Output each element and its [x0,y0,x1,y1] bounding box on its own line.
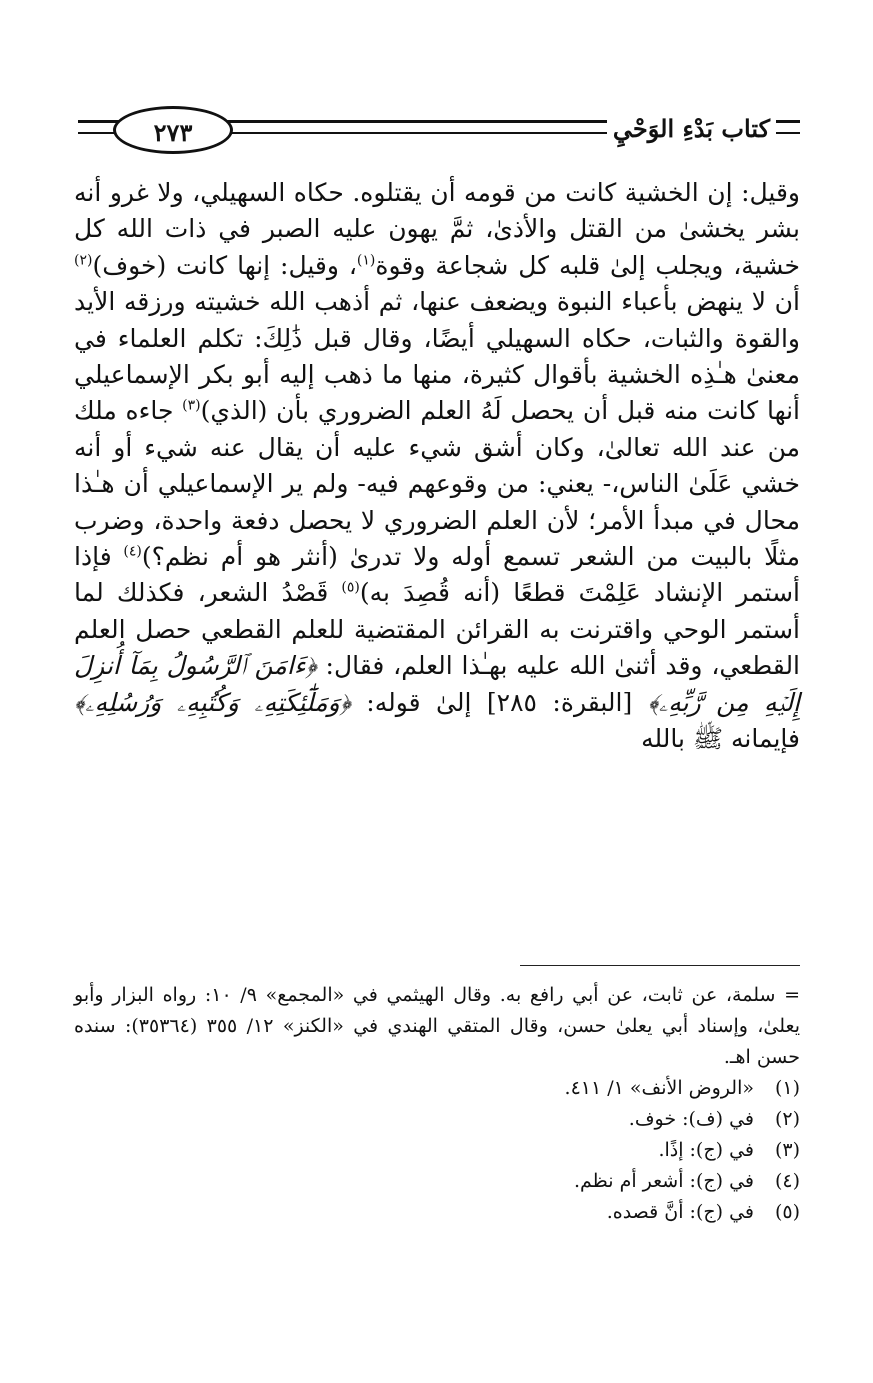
footnote-number: (١) [774,1077,800,1099]
footnote-continuation: = سلمة، عن ثابت، عن أبي رافع به. وقال الهيثمي في «المجمع» ٩/ ١٠: رواه البزار وأبو يعلىٰ، وإسناد أبي يعلىٰ حسن، وقال المتقي الهندي في «الكنز» ١٢/ ٣٥٥ (٣٥٣٦٤): سنده حسن اهـ. [74,984,801,1068]
footnote-text: «الروض الأنف» ١/ ٤١١. [564,1077,754,1099]
footnote-4 [74,1166,800,1197]
page-header [78,100,800,160]
footnotes [74,980,800,1228]
footnote-3 [74,1135,800,1166]
footnote-number: (٥) [774,1201,800,1223]
footnote-text: في (ج): أنَّ قصده. [606,1201,754,1223]
footnote-text: في (ف): خوف. [628,1108,754,1130]
text-run: أن لا ينهض بأعباء النبوة ويضعف عنها، ثم أذهب الله خشيته ورزقه الأيد والقوة والثبات، حكاه السهيلي أيضًا، وقال قبل ذَٰلِكَ: تكلم العلماء في معنىٰ هـٰذِه الخشية بأقوال كثيرة، منها ما ذهب إليه أبو بكر الإسماعيلي أنها كانت منه قبل أن يحصل لَهُ العلم الضروري بأن (الذي) [74,287,800,426]
text-run: وقيل: إن الخشية كانت من قومه أن يقتلوه. حكاه السهيلي، ولا غرو أنه بشر يخشىٰ من القتل والأذىٰ، ثمَّ يهون عليه الصبر في ذات الله كل خشية، ويجلب إلىٰ قلبه كل شجاعة وقوة [74,178,801,280]
quran-verse: ﴿وَمَلَٰٓئِكَتِهِۦ وَكُتُبِهِۦ وَرُسُلِهِۦ﴾ [74,687,351,717]
text-run: [البقرة: ٢٨٥] إلىٰ قوله: [350,687,648,717]
footnote-number: (٢) [774,1108,800,1130]
footnote-number: (٣) [774,1139,800,1161]
footnote-ref-5: (٥) [341,580,360,597]
footnote-ref-2: (٢) [74,252,93,269]
footnote-ref-1: (١) [356,252,376,269]
main-paragraph [74,175,800,758]
text-run: فإذا أستمر الإنشاد عَلِمْتَ قطعًا (أنه قُصِدَ به) [74,542,800,608]
text-run: فإيمانه ﷺ بالله [641,724,800,754]
footnote-2 [74,1104,800,1135]
page-number: ٢٧٣ [113,106,233,154]
quran-verse: ﴿ءَامَنَ ٱلرَّسُولُ بِمَآ أُنزِلَ إِلَيۡهِ مِن رَّبِّهِۦ﴾ [74,651,801,717]
main-text [74,175,800,758]
text-run: جاءه ملك من عند الله تعالىٰ، وكان أشق شيء عليه أن يقال عنه شيء أو أنه خشي عَلَىٰ الناس،- يعني: من وقوعهم فيه- ولم ير الإسماعيلي أن هـٰذا محال في مبدأ الأمر؛ لأن العلم الضروري لا يحصل دفعة واحدة، وضرب مثلًا بالبيت من الشعر تسمع أوله ولا تدرىٰ (أنثر هو أم نظم؟) [74,396,800,572]
footnote-1 [74,1073,800,1104]
footnote-text: في (ج): أشعر أم نظم. [573,1170,754,1192]
text-run: قَصْدُ الشعر، فكذلك لما أستمر الوحي واقترنت به القرائن المقتضية للعلم القطعي حصل العلم القطعي، وقد أثنىٰ الله عليه بهـٰذا العلم، فقال: [74,578,801,681]
text-run: ، وقيل: إنها كانت (خوف) [92,250,357,280]
footnote-separator [520,965,800,966]
running-title: كتاب بَدْءِ الوَحْيِ [607,114,776,143]
footnote-text: في (ج): إذًا. [658,1139,754,1161]
footnote-number: (٤) [774,1170,800,1192]
footnote-5 [74,1197,800,1228]
footnote-ref-4: (٤) [123,543,142,560]
footnote-ref-3: (٣) [182,398,201,415]
